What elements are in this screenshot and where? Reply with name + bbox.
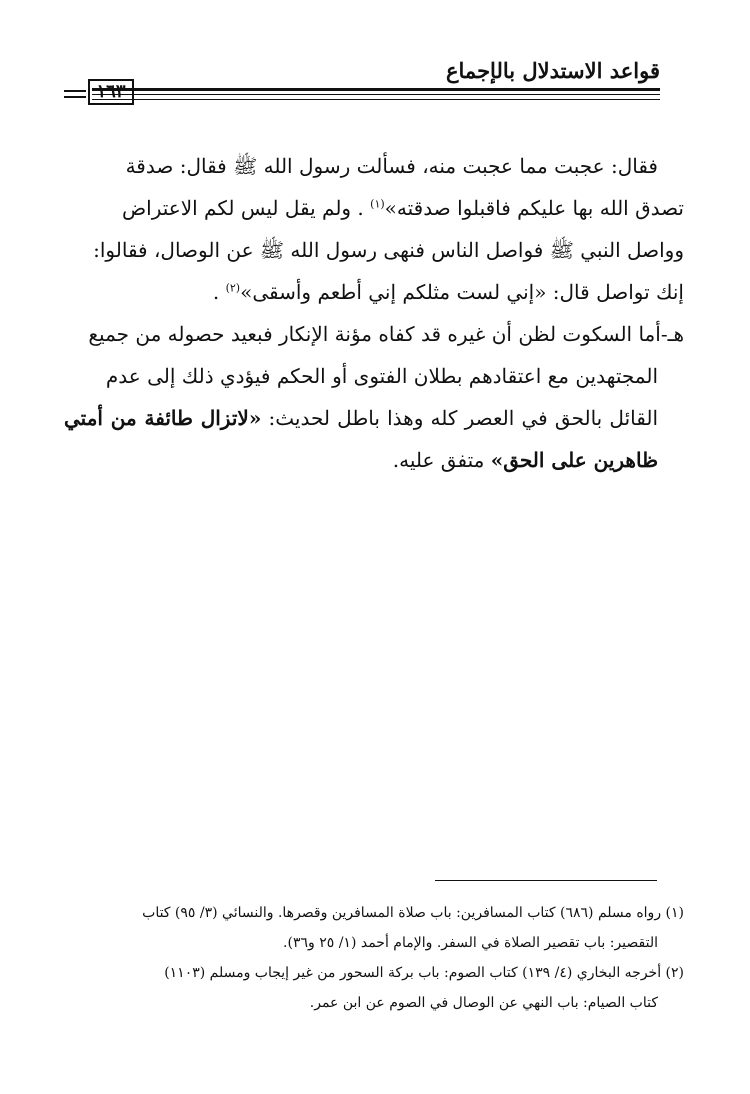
paragraph-2-line-1 xyxy=(64,313,684,355)
text-line: . ولم يقل ليس لكم الاعتراض xyxy=(121,196,364,220)
paragraph-1-line-3 xyxy=(64,229,684,271)
text-line: متفق عليه. xyxy=(392,448,485,472)
footnote-ref-2: (٢) xyxy=(225,281,241,295)
footnote-ref-1: (١) xyxy=(370,197,385,211)
header-rule-left xyxy=(64,90,86,98)
text-line: إنك تواصل قال: «إني لست مثلكم إني أطعم وأسقى» xyxy=(240,280,684,304)
running-title: قواعد الاستدلال بالإجماع xyxy=(446,58,660,83)
text-line: القائل بالحق في العصر كله وهذا باطل لحديث: xyxy=(268,406,659,430)
footnote-1-line-2: التقصير: باب تقصير الصلاة في السفر. والإمام أحمد (١/ ٢٥ و٣٦). xyxy=(283,935,658,951)
footnote-separator xyxy=(435,880,657,881)
body-text xyxy=(64,145,684,481)
footnotes xyxy=(64,898,684,1018)
paragraph-1-line-2 xyxy=(64,187,684,229)
text-line: تصدق الله بها عليكم فاقبلوا صدقته» xyxy=(384,196,684,220)
paragraph-1-line-4 xyxy=(64,271,684,313)
text-line: . xyxy=(212,280,220,304)
header-rule-right xyxy=(92,88,660,100)
list-marker: هـ- xyxy=(660,322,684,346)
footnote-2-line-1: (٢) أخرجه البخاري (٤/ ١٣٩) كتاب الصوم: باب بركة السحور من غير إيجاب ومسلم (١١٠٣) xyxy=(164,965,684,981)
footnote-2-line-2: كتاب الصيام: باب النهي عن الوصال في الصوم عن ابن عمر. xyxy=(309,995,658,1011)
paragraph-1-line-1 xyxy=(64,145,684,187)
footnote-1-line-1: (١) رواه مسلم (٦٨٦) كتاب المسافرين: باب صلاة المسافرين وقصرها. والنسائي (٣/ ٩٥) كتاب xyxy=(142,905,684,921)
page-number: ١٦٣ xyxy=(88,79,134,105)
hadith-quote: «لاتزال طائفة من أمتي ظاهرين على الحق» xyxy=(64,406,658,472)
text-line: وواصل النبي ﷺ فواصل الناس فنهى رسول الله ﷺ عن الوصال، فقالوا: xyxy=(93,238,684,262)
text-line: فقال: عجبت مما عجبت منه، فسألت رسول الله ﷺ فقال: صدقة xyxy=(125,154,658,178)
text-line: المجتهدين مع اعتقادهم بطلان الفتوى أو الحكم فيؤدي ذلك إلى عدم xyxy=(105,364,658,388)
paragraph-2-line-3 xyxy=(64,397,684,481)
text-line: أما السكوت لظن أن غيره قد كفاه مؤنة الإنكار فبعيد حصوله من جميع xyxy=(88,322,661,346)
paragraph-2-line-2 xyxy=(64,355,684,397)
